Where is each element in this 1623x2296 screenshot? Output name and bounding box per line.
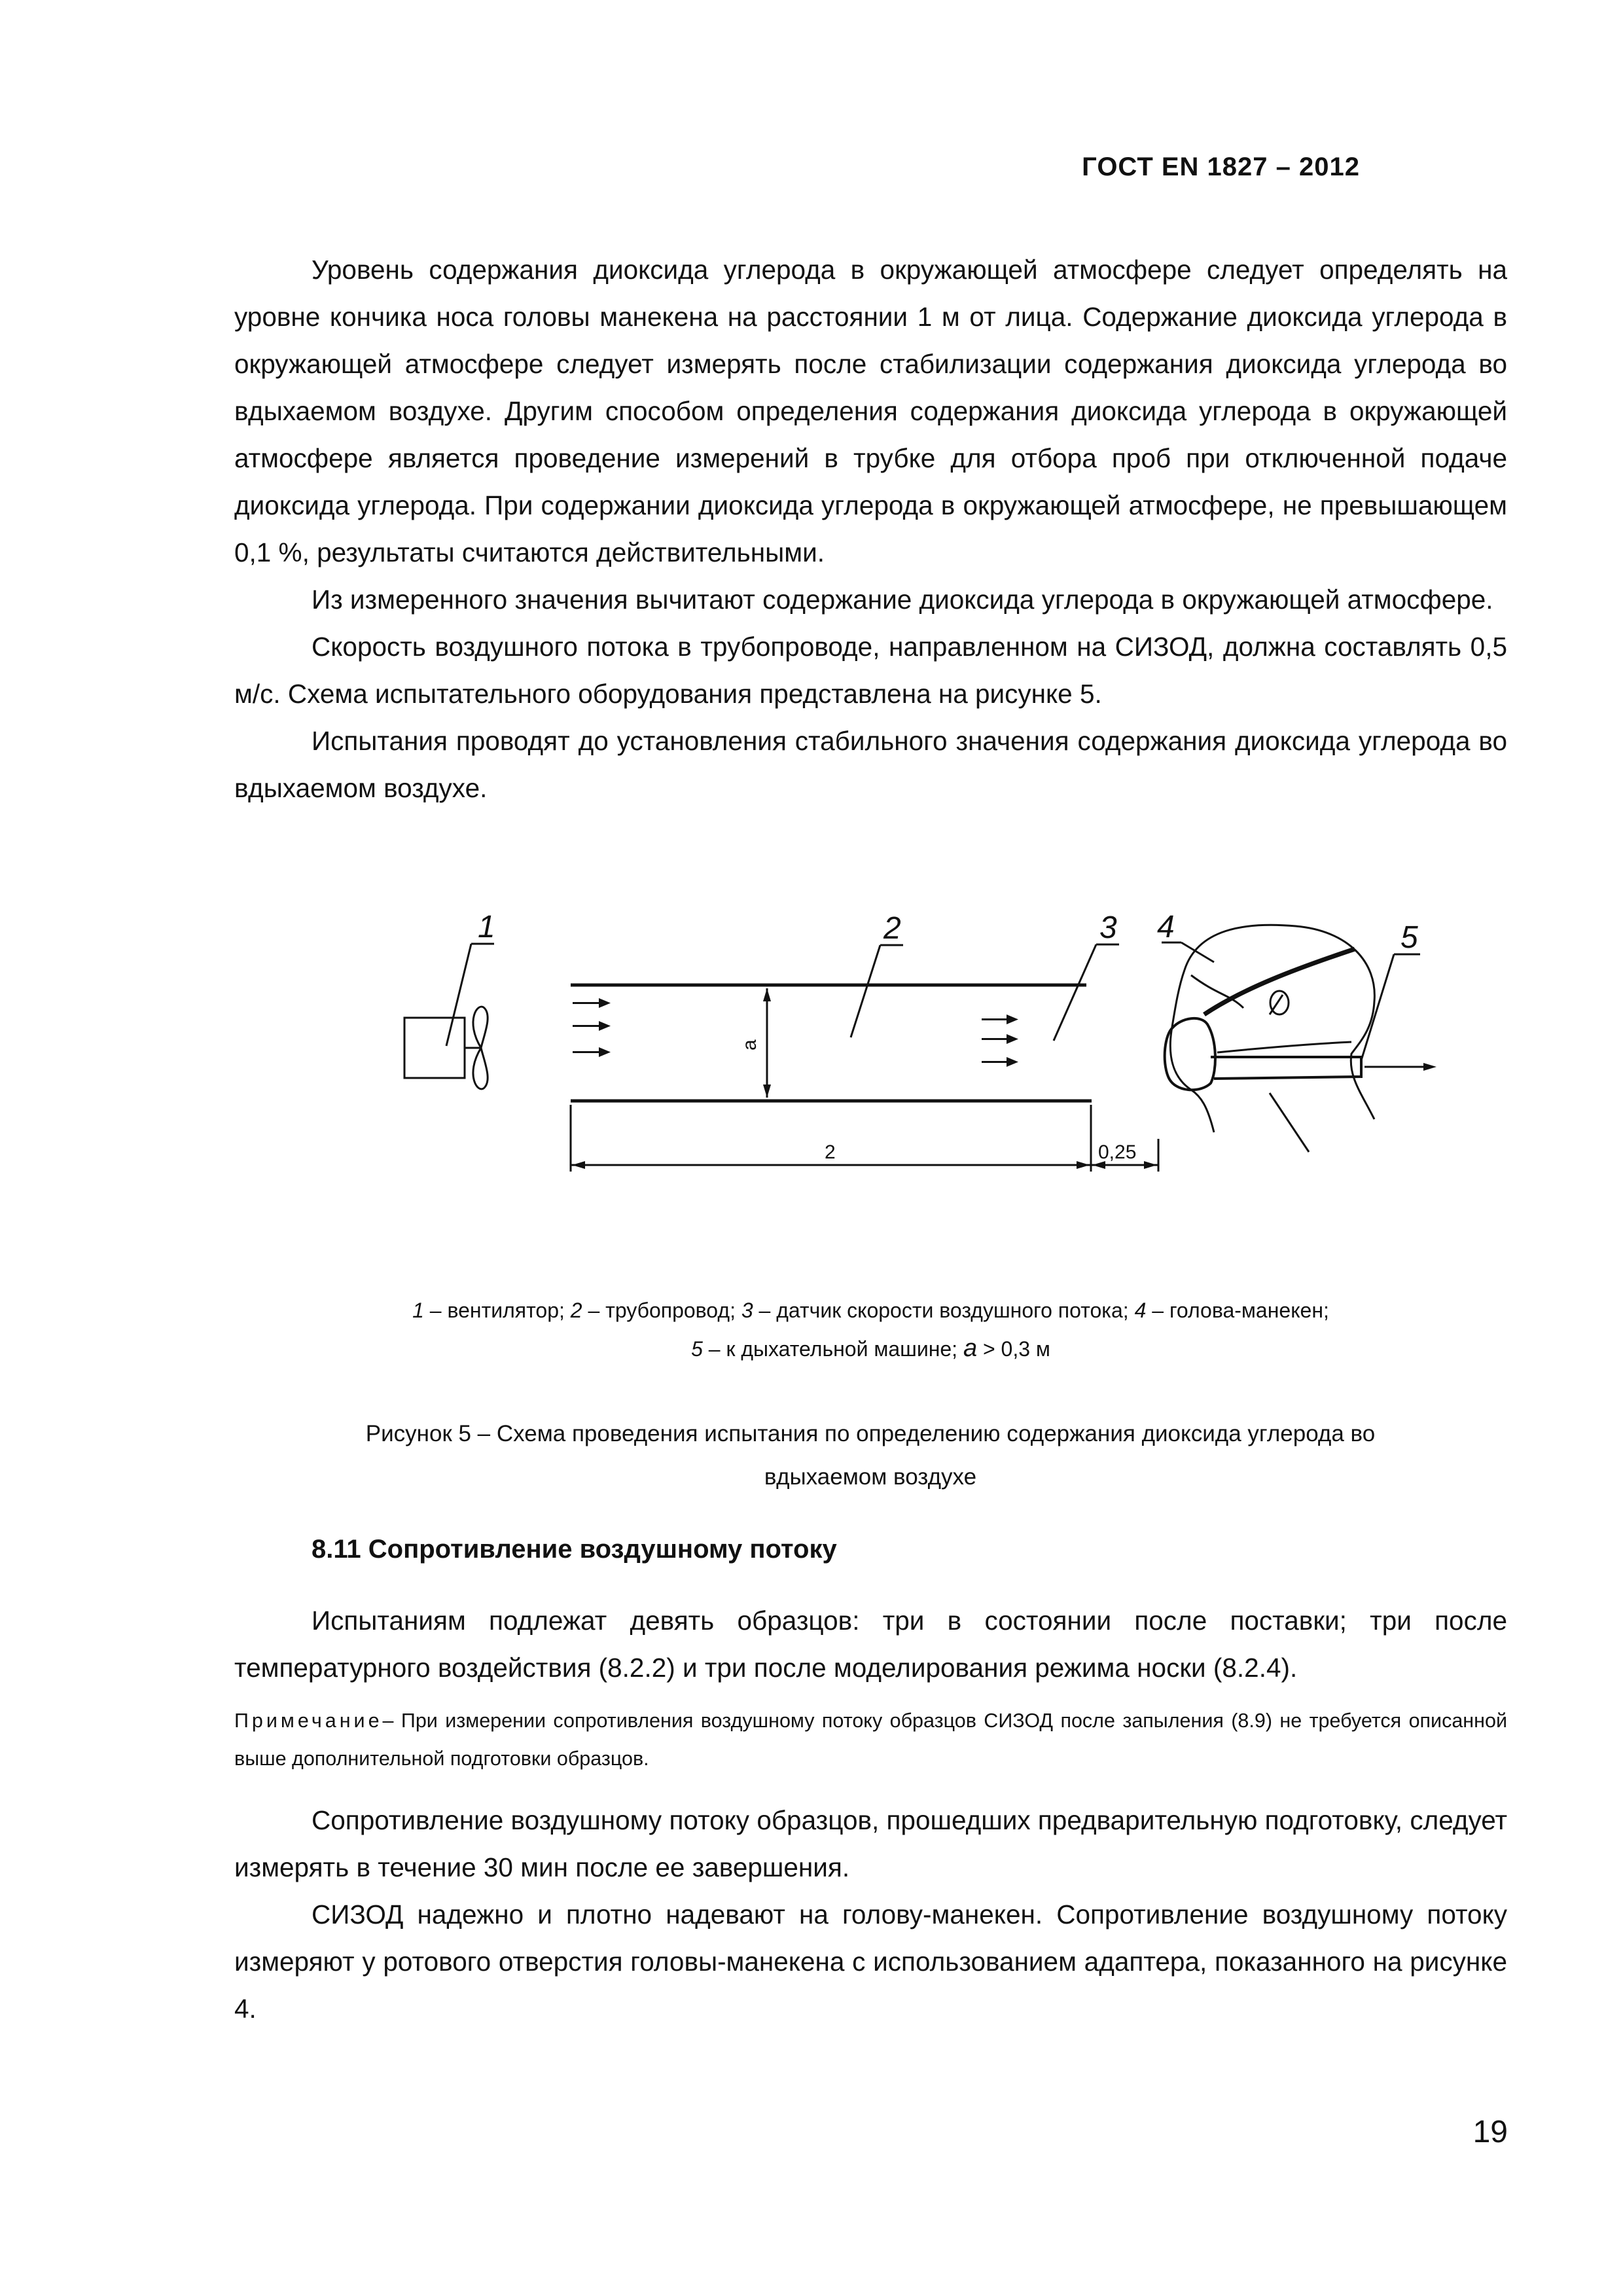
final-text <box>234 1797 1507 2032</box>
fan-blade <box>473 1007 488 1048</box>
callout-2: 2 <box>883 911 901 946</box>
paragraph: Испытаниям подлежат девять образцов: три в состоянии после поставки; три после температурного воздействия (8.2.2) и три после моделирования режима носки (8.2.4). <box>234 1605 1507 1683</box>
paragraph: Уровень содержания диоксида углерода в окружающей атмосфере следует определять на уровне кончика носа головы манекена на расстоянии 1 м от лица. Содержание диоксида углерода в окружающей атмосфере следует измерять после стабилизации содержания диоксида углерода во вдыхаемом воздухе. Другим способом определения содержания диоксида углерода в окружающей атмосфере является проведение измерений в трубке для отбора проб при отключенной подаче диоксида углерода. При содержании диоксида углерода в окружающей атмосфере, не превышающем 0,1 %, результаты считаются действительными. <box>234 255 1507 567</box>
callout-4: 4 <box>1157 910 1175 944</box>
respirator-mask <box>1165 1018 1215 1090</box>
figure-legend <box>234 1291 1507 1368</box>
paragraph: Испытания проводят до установления стабильного значения содержания диоксида углерода во вдыхаемом воздухе. <box>234 726 1507 803</box>
test-setup-figure <box>366 897 1479 1237</box>
helmet-strap <box>1204 949 1355 1014</box>
fan-blade <box>473 1048 488 1089</box>
fan-box <box>404 1018 465 1078</box>
note <box>234 1702 1507 1778</box>
section-text <box>234 1597 1507 1691</box>
figure-caption: Рисунок 5 – Схема проведения испытания по определению содержания диоксида углерода во вдыхаемом воздухе <box>365 1421 1376 1490</box>
legend-line-1: 1 – вентилятор; 2 – трубопровод; 3 – датчик скорости воздушного потока; 4 – голова-манекен; <box>412 1299 1329 1322</box>
dimension-length: 2 <box>825 1141 836 1163</box>
paragraph: Скорость воздушного потока в трубопроводе, направленном на СИЗОД, должна составлять 0,5 м/с. Схема испытательного оборудования представлена на рисунке 5. <box>234 632 1507 709</box>
callout-1: 1 <box>478 910 495 944</box>
callout-3: 3 <box>1099 910 1117 945</box>
intro-text <box>234 246 1507 812</box>
page-number: 19 <box>1472 2115 1508 2149</box>
section-heading: 8.11 Сопротивление воздушному потоку <box>312 1535 837 1564</box>
note-text: – При измерении сопротивления воздушному потоку образцов СИЗОД после запыления (8.9) не требуется описанной выше дополнительной подготовки образцов. <box>234 1710 1507 1770</box>
legend-line-2: 5 – к дыхательной машине; a > 0,3 м <box>691 1335 1050 1362</box>
dimension-gap: 0,25 <box>1098 1141 1137 1163</box>
dimension-a: a <box>739 1039 760 1050</box>
paragraph: Сопротивление воздушному потоку образцов, прошедших предварительную подготовку, следует измерять в течение 30 мин после ее завершения. <box>234 1805 1507 1882</box>
callout-5: 5 <box>1400 920 1418 955</box>
paragraph: Из измеренного значения вычитают содержание диоксида углерода в окружающей атмосфере. <box>312 584 1493 615</box>
document-header: ГОСТ EN 1827 – 2012 <box>1082 152 1360 181</box>
airflow-arrows <box>573 998 1018 1067</box>
paragraph: СИЗОД надежно и плотно надевают на голову-манекен. Сопротивление воздушному потоку измеряют у ротового отверстия головы-манекена с использованием адаптера, показанного на рисунке 4. <box>234 1899 1507 2024</box>
note-label: Примечание <box>234 1710 383 1732</box>
